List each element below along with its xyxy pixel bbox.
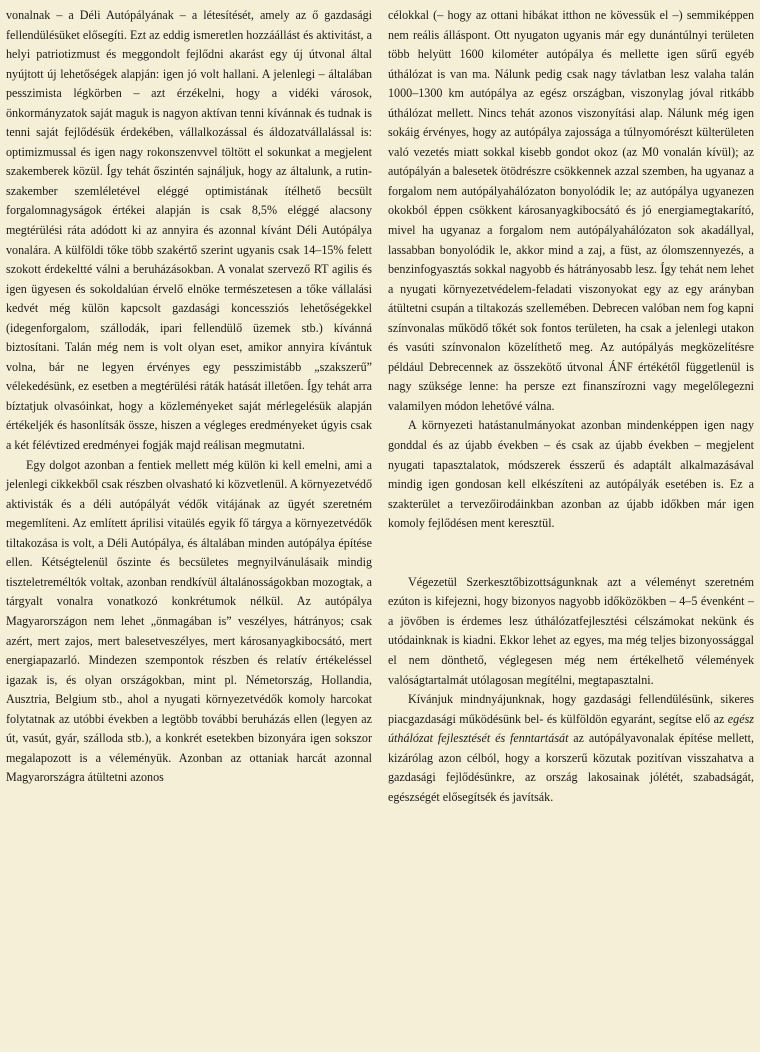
- paragraph: célokkal (– hogy az ottani hibákat itthon ne kövessük el –) semmiképpen nem reális álláspont. Ott nyugaton ugyanis már egy dunántúlnyi területen több helyütt 1600 kilométer autópálya és mellette igen sűrű egyéb úthálózat is van ma. Nálunk pedig csak nagy távlatban lesz valaha talán 1000–1300 km autópálya az egész országban, viszonylag jóval ritkább úthálózat mellett. Nincs tehát azonos viszonyítási alap. Nálunk még igen sokáig érvényes, hogy az autópálya zajossága a túlnyomórészt külterületen való vezetés miatt sokkal kisebb gondot okoz (az M0 vonalán kívül); az autópályán a balesetek ötödrészre csökkennek azzal szemben, ha ugyanaz a forgalom nem autópályahálózaton bonyolódik le; az autópálya ugyanezen okokból éppen csökkent károsanyagkibocsátó és jó energiamegtakarító, mivel ha ugyanaz a forgalom nem autópályahálózaton sok akadállyal, lassabban bonyolódik le, akkor mind a zaj, a füst, az ólomszennyezés, a benzinfogyasztás sokkal nagyobb és hátrányosabb lesz. Így tehát nem lehet a nyugati környezetvédelem-feladati viszonyokat egy az egy arányban átültetni csupán a tiltakozás szellemében. Debrecen valóban nem fog kapni színvonalas működő tőkét sok fontos területen, ha csak a jelenlegi utakon és vasúti színvonalon közelíthető meg. Az autópályás megközelítésre például Debrecennek az összekötő útvonal ÁNF értékétől függetlenül is nagy szüksége lenne: ha persze ezt finanszírozni vagy megelőlegezni valamilyen módon lehetővé válna.: [388, 8, 754, 413]
- paragraph: vonalnak – a Déli Autópályának – a létesítését, amely az ő gazdasági fellendülésüket elősegíti. Ezt az eddig ismeretlen hozzáállást és aktivitást, a helyi patriotizmust és meggondolt fejlődni akarást egy új útvonal által nyújtott új lehetőségek alapján: igen jó volt hallani. A jelenlegi – általában pesszimista légkörben – azt érzékelni, hogy a vidéki városok, önkormányzatok saját maguk is nagyon aktívan tenni kívánnak és tudnak is tenni saját fejlődésük érdekében, vállalkozással és áldozatvállalással is: optimizmussal és igen nagy rokonszenvvel töltött el sokunkat a megjelent szakemberek közül. Így tehát őszintén sajnáljuk, hogy az általunk, a rutin-szakember szemléletével eléggé optimistának ítélhető becsült forgalomnagyságok értékei alapján is csak 8,5% eléggé alacsony megtérülési ráta adódott ki az annyira és azonnal kívánt Déli Autópálya vonalára. A külföldi tőke több szakértő szerint ugyanis csak 14–15% felett szokott érdekeltté válni a beruházásokban. A vonalat szervező RT agilis és igen ügyesen és sokoldalúan érvelő elnöke természetesen a tőke vállalási kedvét még külön kapcsolt gazdasági koncessziós lehetőségekkel (idegenforgalom, szállodák, ipari fellendülő üzemek stb.) kívánná biztosítani. Talán még nem is volt olyan eset, amikor annyira kívántuk volna, bár ne legyen érvényes egy pesszimistább „szakszerű” vélekedésünk, ez esetben a megtérülési ráták hatását illetően. Így tehát arra bíztatjuk olvasóinkat, hogy a közleményeket saját mérlegelésük alapján értékeljék és hasonlítsák össze, hiszen a végleges eredményeket úgyis csak a két félévtized eredményei fogják majd reálisan megmutatni.: [6, 8, 372, 453]
- paragraph: Egy dolgot azonban a fentiek mellett még külön ki kell emelni, ami a jelenlegi cikkekből csak részben olvasható ki közvetlenül. A környezetvédő aktivisták és a déli autópályát védők vitájának az ügyét szeretném megemlíteni. Az említett áprilisi vitaülés egyik fő tárgya a környezetvédők tiltakozása is volt, a Déli Autópálya, és általában minden autópálya építése ellen. Kétségtelenül őszinte és becsületes megnyilvánulásaik mindig tiszteletreméltók voltak, azonban rendkívül általánosságokban mozogtak, a tárgyalt vonalra vonatkozó konkrétumok nélkül. Az autópálya Magyarországon nem lehet „önmagában is” veszélyes, hátrányos; csak azért, mert zajos, mert balesetveszélyes, mert károsanyagkibocsátó, mert energiapazarló. Mindezen szempontok részben és relatív értékeléssel igazak is, és olyan országokban, mint pl. Németország, Hollandia, Ausztria, Belgium stb., ahol a nyugati környezetvédők komoly harcokat folytatnak az utóbbi években a legtöbb további beruházás ellen (legyen az út, vasút, gyár, szálloda stb.), a konkrét esetekben bizonyára igen sokszor megalapozott is a véleményük. Azonban az ottaniak harcát azonnal Magyarországra átültetni azonos: [6, 457, 372, 785]
- text-span: Kívánjuk mindnyájunknak, hogy gazdasági fellendülésünk, sikeres piacgazdasági működésünk bel- és külföldön egyaránt, segítse elő az: [388, 692, 754, 726]
- right-column: [388, 6, 754, 807]
- paragraph: A környezeti hatástanulmányokat azonban mindenképpen igen nagy gonddal és az újabb években – és csak az újabb években – megjelent nyugati tapasztalatok, módszerek ésszerű és adaptált alkalmazásával mindig igen gondosan kell elkészíteni az autópályák esetében is. Ez a szakterület a tervezőirodáinkban azonban az újabb időkben már igen komoly fejlődésen ment keresztül.: [388, 418, 754, 531]
- left-column: [6, 6, 372, 788]
- emphasis-text: egész úthálózat fejlesztését és fenntartását: [388, 711, 754, 746]
- closing-paragraph: Végezetül Szerkesztőbizottságunknak azt a véleményt szeretném ezúton is kifejezni, hogy bizonyos nagyobb időközökben – 4–5 évenként – a jövőben is érdemes lesz úthálózatfejlesztési célszámokat nekünk és utódainknak is kiadni. Ekkor lehet az egyes, ma még teljes bizonyossággal el nem dönthető, véglegesen még nem értékelhető vélemények valóságtartalmát utólagosan megítélni, megtapasztalni.: [388, 574, 754, 687]
- section-gap: [388, 534, 754, 573]
- closing-paragraph: [388, 690, 754, 807]
- text-span: az autópályavonalak építése mellett, kizárólag azon célból, hogy a korszerű közutak pozitívan visszahatva a gazdasági fejlődésünkre, az ország lakosainak jólétét, szabadságát, egészségét elősegítsék és javítsák.: [388, 731, 755, 804]
